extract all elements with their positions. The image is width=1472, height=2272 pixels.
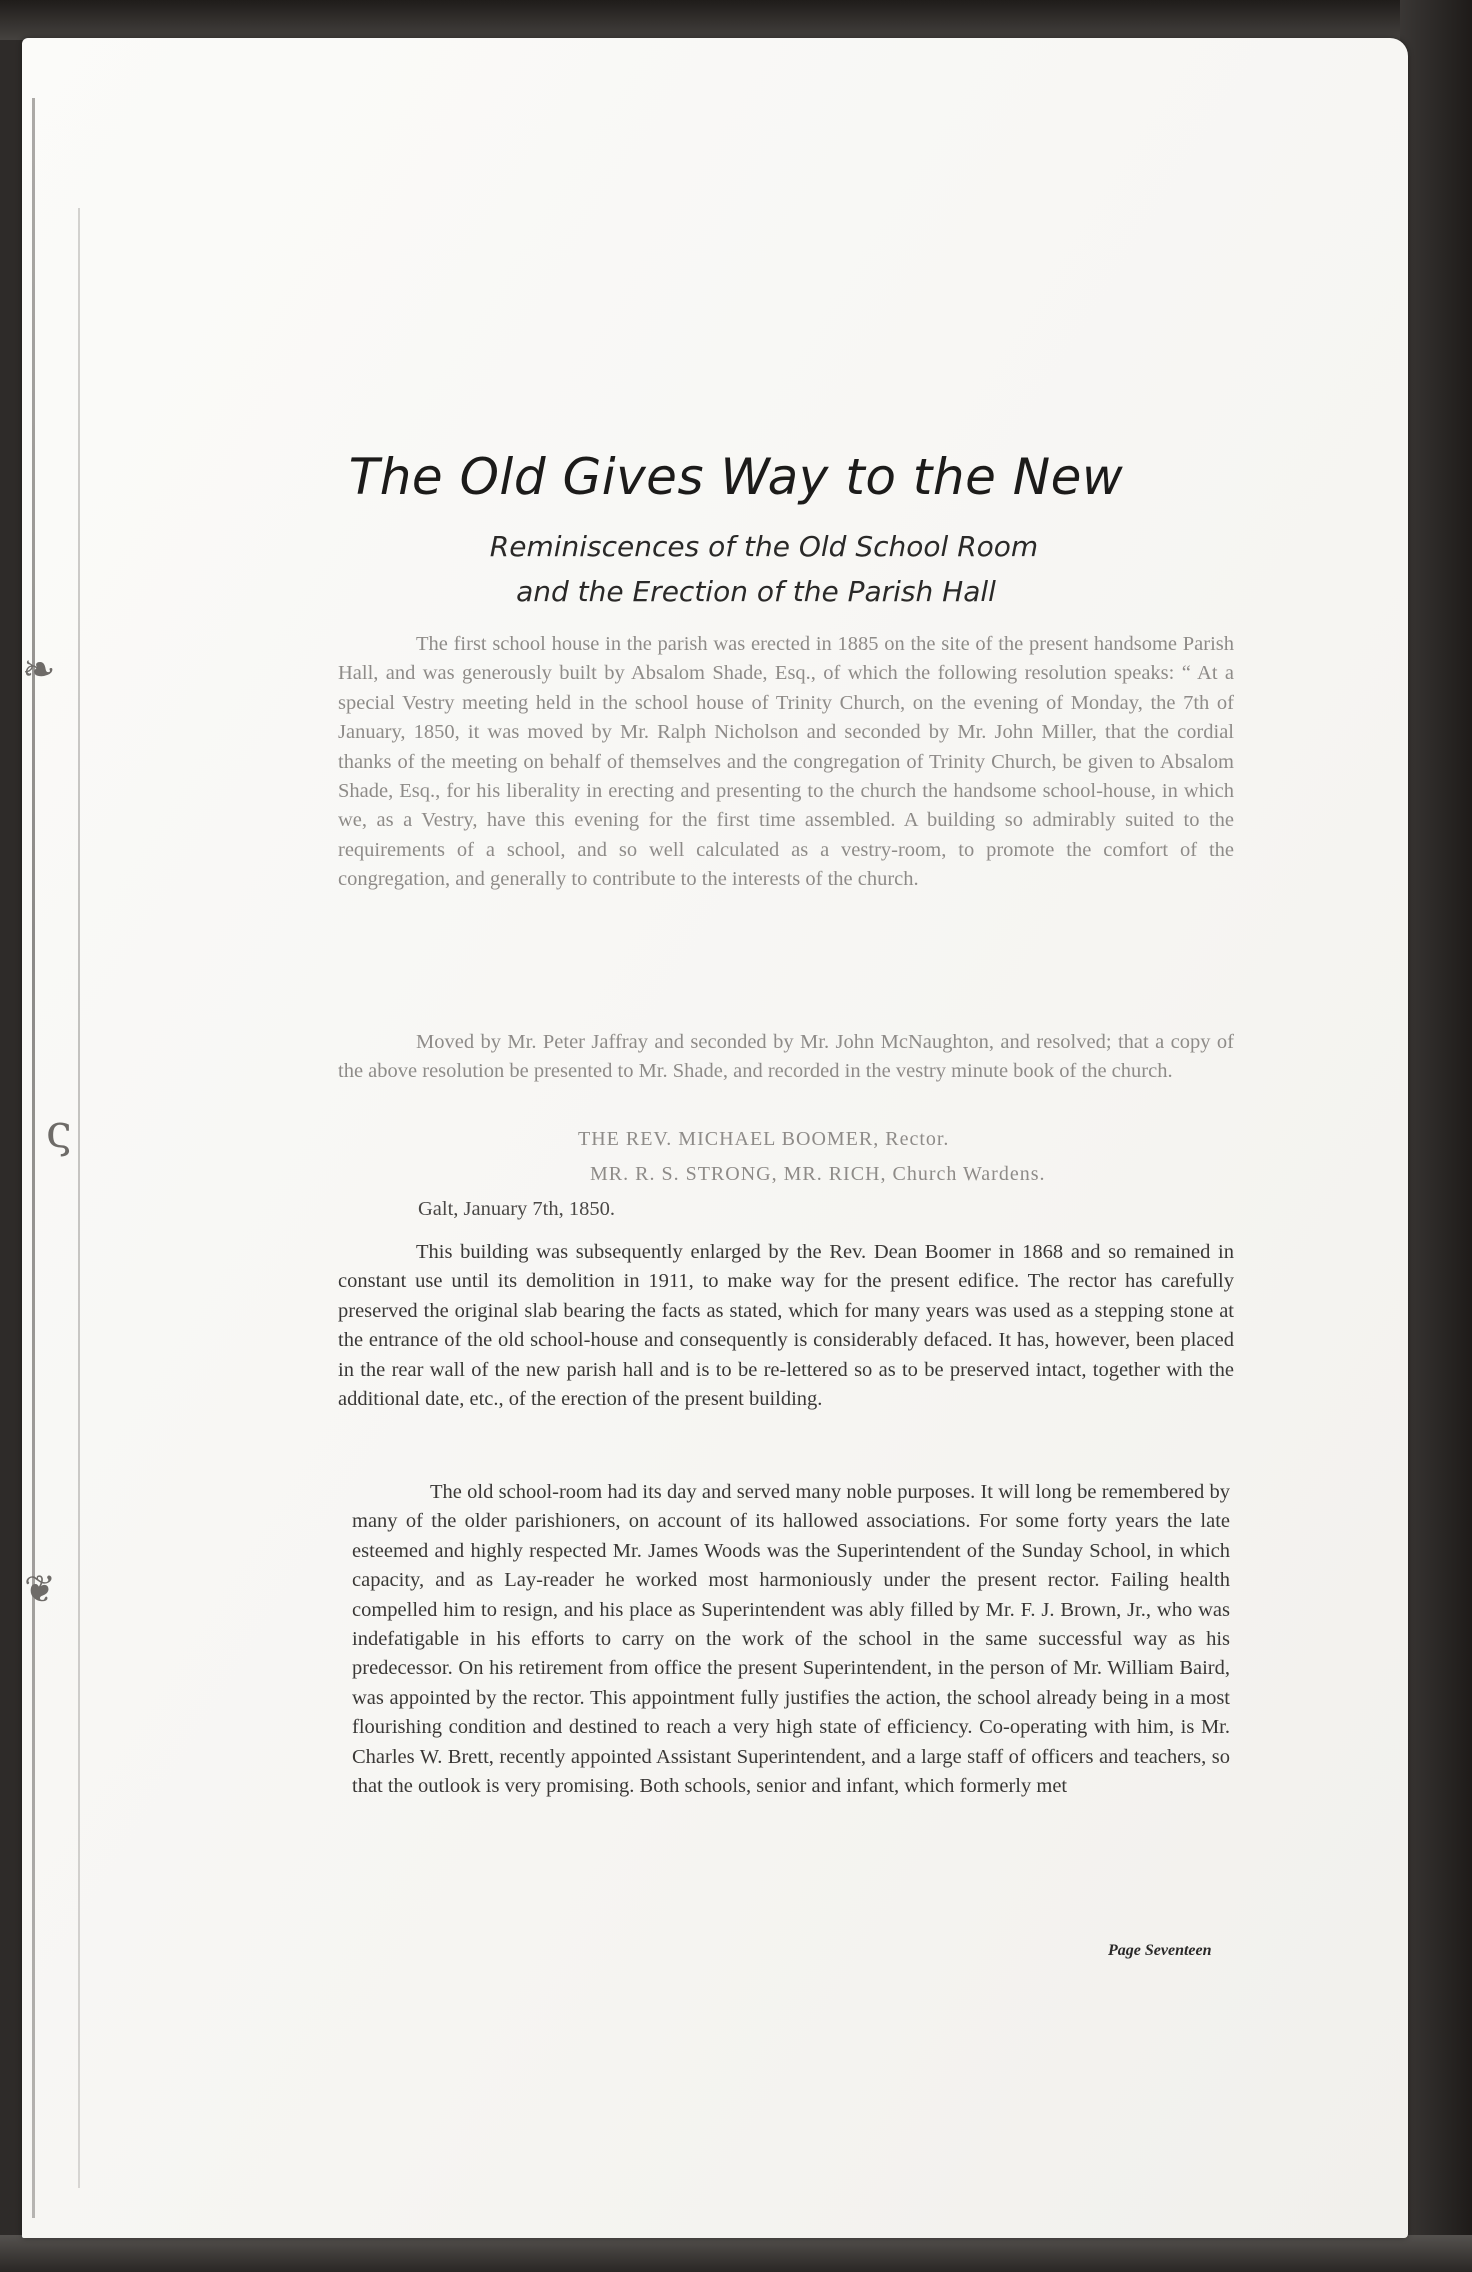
signature-rector: THE REV. MICHAEL BOOMER, Rector.: [578, 1128, 950, 1150]
binding-stitch-icon: ς: [46, 1104, 72, 1158]
binding-line: [32, 98, 35, 2218]
scan-edge-top: [0, 0, 1472, 40]
paragraph-3-text: This building was subsequently enlarged by the Rev. Dean Boomer in 1868 and so remained in constant use until its demolition in 1911, to make way for the present edifice. The rector has carefully preserved the original slab bearing the facts as stated, which for many years was used as a stepping stone at the entrance of the old school-house and consequently is considerably defaced. It has, however, been placed in the rear wall of the new parish hall and is to be re-lettered so as to be preserved intact, together with the additional date, etc., of the erection of the present building.: [338, 1241, 1234, 1411]
paragraph-1-text: The first school house in the parish was erected in 1885 on the site of the present handsome Parish Hall, and was generously built by Absalom Shade, Esq., of which the following resolution speaks: “ At a special Vestry meeting held in the school house of Trinity Church, on the evening of Monday, the 7th of January, 1850, it was moved by Mr. Ralph Nicholson and seconded by Mr. John Miller, that the cordial thanks of the meeting on behalf of themselves and the congregation of Trinity Church, be given to Absalom Shade, Esq., for his liberality in erecting and presenting to the church the handsome school-house, in which we, as a Vestry, have this evening for the first time assembled. A building so admirably suited to the requirements of a school, and so well calculated as a vestry-room, to promote the comfort of the congregation, and generally to contribute to the interests of the church.: [338, 633, 1234, 891]
paragraph-3: [338, 1238, 1234, 1414]
page-title: The Old Gives Way to the New: [348, 448, 1124, 506]
paragraph-2-text: Moved by Mr. Peter Jaffray and seconded by Mr. John McNaughton, and resolved; that a copy of the above resolution be presented to Mr. Shade, and recorded in the vestry minute book of the church.: [338, 1031, 1234, 1083]
page-number: Page Seventeen: [1108, 1942, 1212, 1959]
paragraph-2: [338, 1028, 1234, 1087]
paragraph-4: [352, 1478, 1230, 1801]
binding-stitch-icon: ❦: [24, 1567, 56, 1611]
scan-edge-right: [1400, 0, 1472, 2272]
subtitle-line-1: Reminiscences of the Old School Room: [489, 530, 1039, 563]
binding-stitch-icon: ❧: [22, 647, 56, 693]
paragraph-4-text: The old school-room had its day and served many noble purposes. It will long be remembered by many of the older parishioners, on account of its hallowed associations. For some forty years the late esteemed and highly respected Mr. James Woods was the Superintendent of the Sunday School, in which capacity, and as Lay-reader he worked most harmoniously under the present rector. Failing health compelled him to resign, and his place as Superintendent was ably filled by Mr. F. J. Brown, Jr., who was indefatigable in his efforts to carry on the work of the school in the same successful way as his predecessor. On his retirement from office the present Superintendent, in the person of Mr. William Baird, was appointed by the rector. This appointment fully justifies the action, the school already being in a most flourishing condition and destined to reach a very high state of efficiency. Co-operating with him, is Mr. Charles W. Brett, recently appointed Assistant Superintendent, and a large staff of officers and teachers, so that the outlook is very promising. Both schools, senior and infant, which formerly met: [352, 1481, 1230, 1798]
signature-wardens: MR. R. S. STRONG, MR. RICH, Church Wardens.: [590, 1163, 1046, 1185]
paragraph-1: [338, 630, 1234, 895]
scan-edge-bottom: [0, 2235, 1472, 2272]
dateline: Galt, January 7th, 1850.: [418, 1198, 615, 1220]
subtitle-line-2: and the Erection of the Parish Hall: [516, 575, 996, 608]
